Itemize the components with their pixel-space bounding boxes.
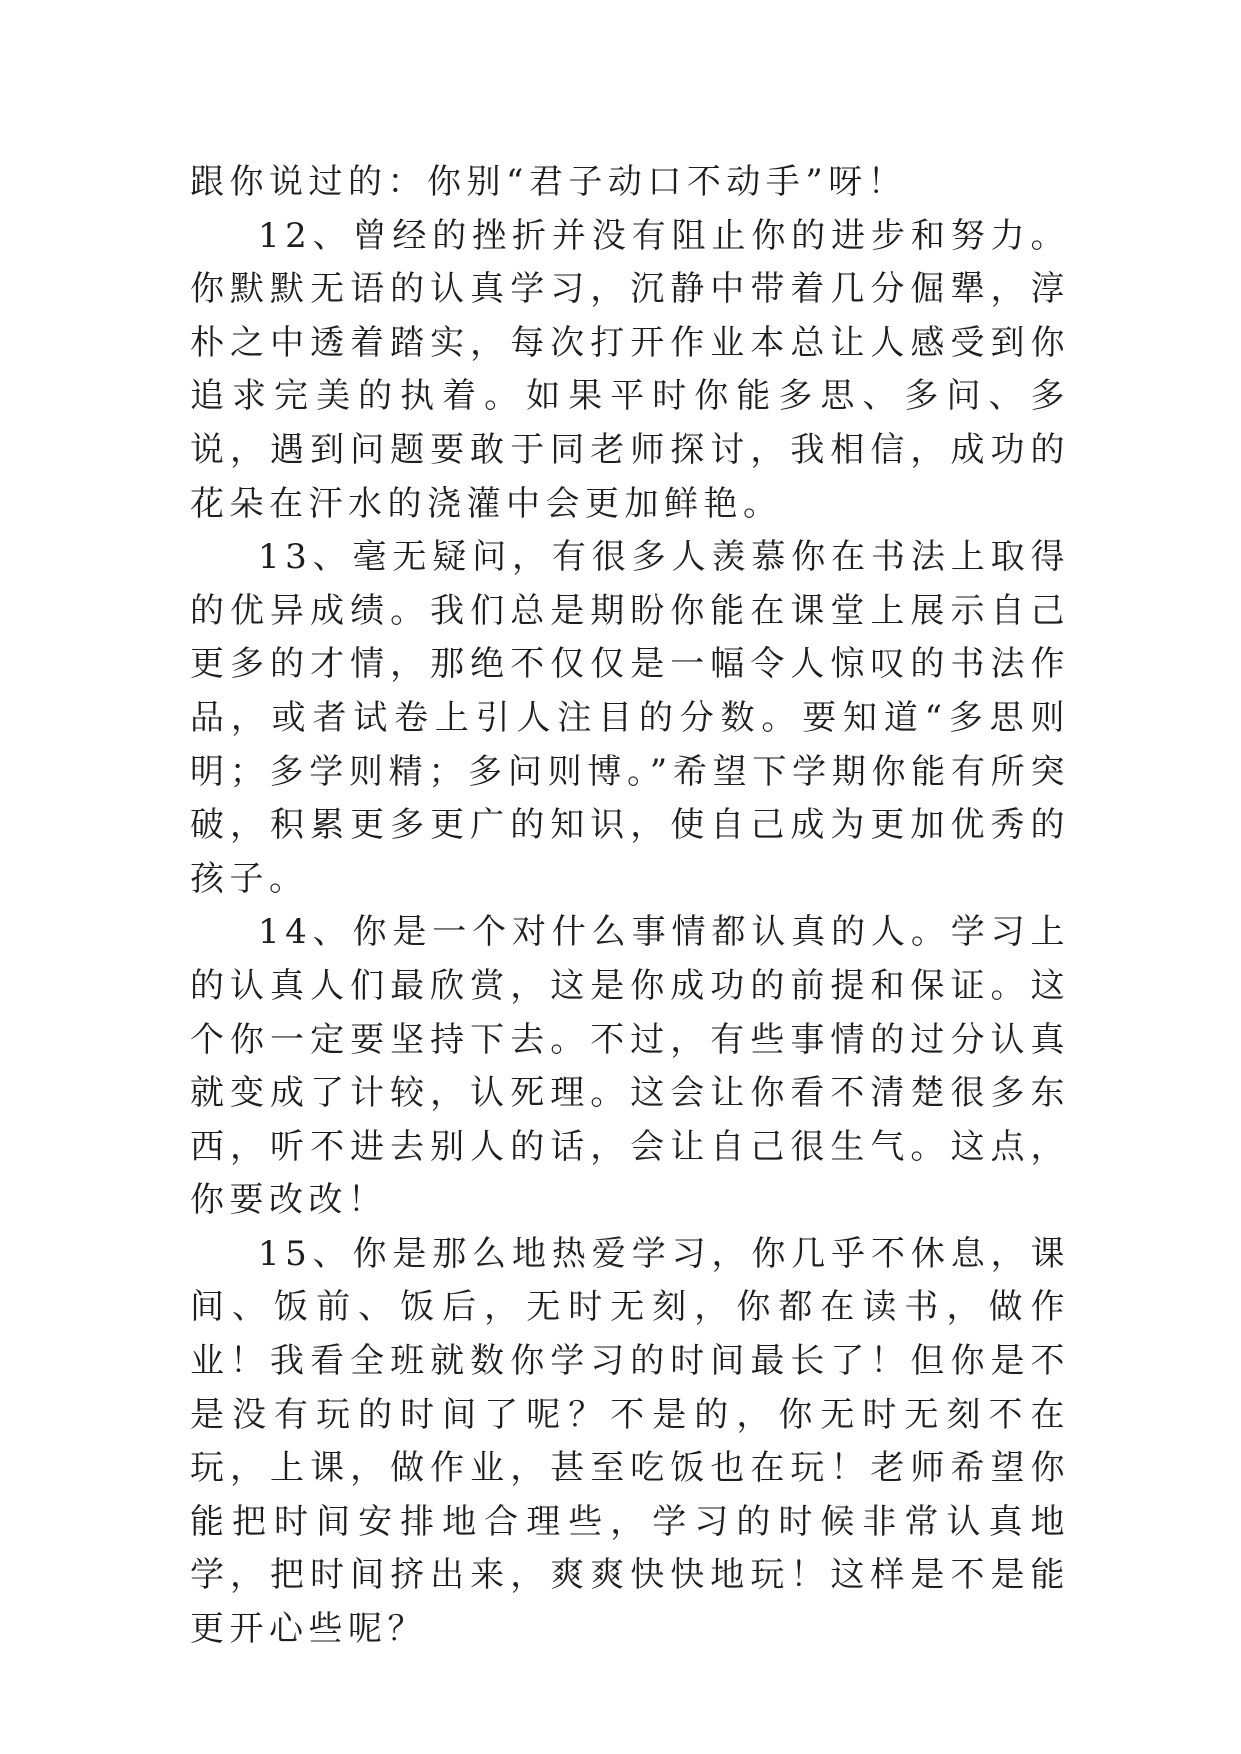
comment-paragraph-14: 14、你是一个对什么事情都认真的人。学习上的认真人们最欣赏，这是你成功的前提和保证。这个你一定要坚持下去。不过，有些事情的过分认真就变成了计较，认死理。这会让你看不清楚很多东西，听不进去别人的话，会让自己很生气。这点，你要改改！ xyxy=(190,912,1070,1221)
comment-paragraph-13: 13、毫无疑问，有很多人羡慕你在书法上取得的优异成绩。我们总是期盼你能在课堂上展示自己更多的才情，那绝不仅仅是一幅令人惊叹的书法作品，或者试卷上引人注目的分数。要知道“多思则明；多学则精；多问则博。”希望下学期你能有所突破，积累更多更广的知识，使自己成为更加优秀的孩子。 xyxy=(190,537,1070,899)
comment-paragraph-15: 15、你是那么地热爱学习，你几乎不休息，课间、饭前、饭后，无时无刻，你都在读书，做作业！我看全班就数你学习的时间最长了！但你是不是没有玩的时间了呢？不是的，你无时无刻不在玩，上课，做作业，甚至吃饭也在玩！老师希望你能把时间安排地合理些，学习的时候非常认真地学，把时间挤出来，爽爽快快地玩！这样是不是能更开心些呢？ xyxy=(190,1233,1070,1650)
continuation-paragraph: 跟你说过的：你别“君子动口不动手”呀！ xyxy=(190,162,908,202)
document-body xyxy=(190,156,1070,1657)
comment-paragraph-12: 12、曾经的挫折并没有阻止你的进步和努力。你默默无语的认真学习，沉静中带着几分倔犟，淳朴之中透着踏实，每次打开作业本总让人感受到你追求完美的执着。如果平时你能多思、多问、多说，遇到问题要敢于同老师探讨，我相信，成功的花朵在汗水的浇灌中会更加鲜艳。 xyxy=(190,215,1070,524)
